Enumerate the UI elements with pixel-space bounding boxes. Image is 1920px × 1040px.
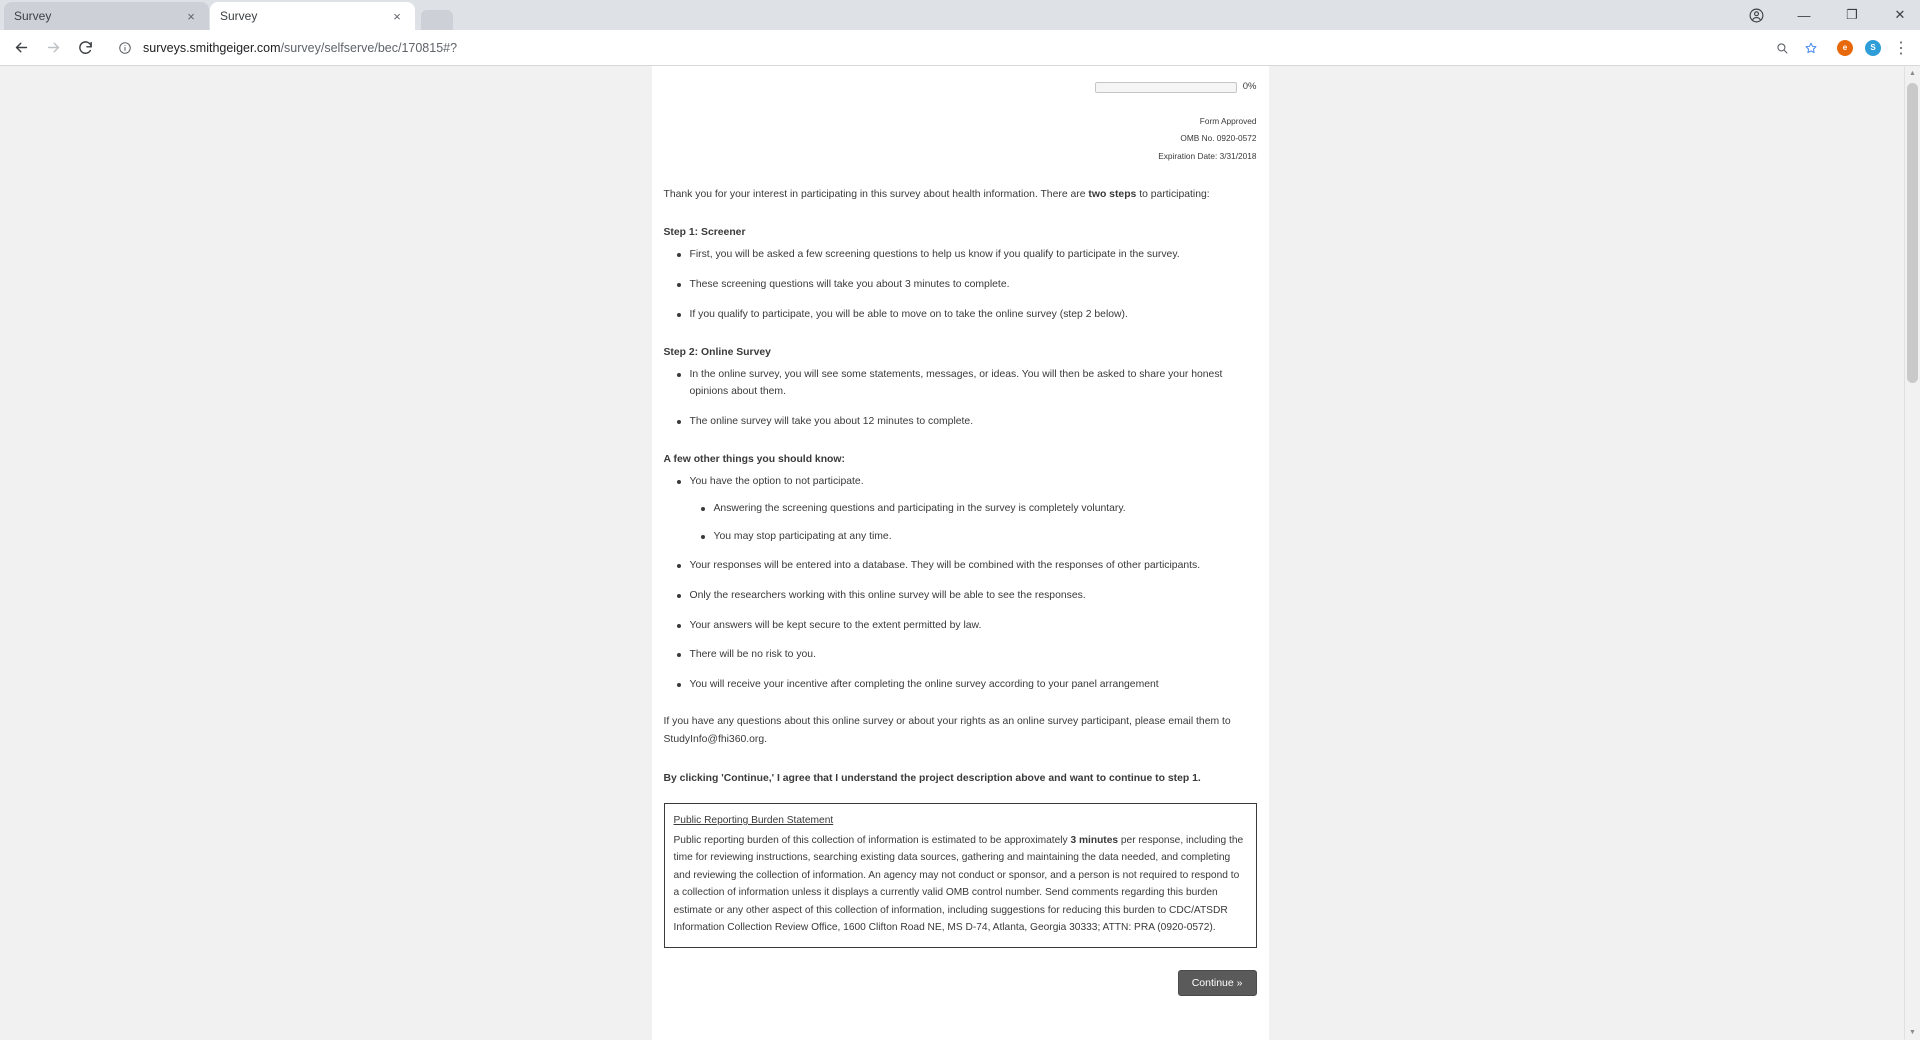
agreement-statement: By clicking 'Continue,' I agree that I understand the project description above and want to continue to step 1. <box>663 772 1201 784</box>
omb-number-line: OMB No. 0920-0572 <box>1180 133 1257 144</box>
browser-toolbar <box>0 30 1920 66</box>
close-icon[interactable]: × <box>187 8 195 24</box>
list-item: Only the researchers working with this online survey will be able to see the responses. <box>690 588 1257 605</box>
maximize-button[interactable]: ❐ <box>1846 7 1858 22</box>
scroll-down-icon[interactable]: ▼ <box>1909 1029 1916 1036</box>
other-info-bullets <box>664 474 1257 693</box>
burden-text <box>674 832 1247 937</box>
list-item: There will be no risk to you. <box>690 647 1257 664</box>
list-item <box>690 474 1257 545</box>
survey-content <box>652 66 1269 1040</box>
window-controls <box>1742 0 1920 30</box>
list-item: Your responses will be entered into a database. They will be combined with the responses of other participants. <box>690 558 1257 575</box>
scroll-up-icon[interactable]: ▲ <box>1909 70 1916 77</box>
progress-label: 0% <box>1242 81 1257 92</box>
list-item: These screening questions will take you about 3 minutes to complete. <box>690 277 1257 294</box>
progress-bar <box>1095 82 1237 93</box>
extension-icon-1[interactable] <box>1834 37 1856 59</box>
step2-heading: Step 2: Online Survey <box>663 347 771 359</box>
intro-prefix: Thank you for your interest in participating in this survey about health information. There are <box>663 188 1089 200</box>
list-item: Your answers will be kept secure to the extent permitted by law. <box>690 618 1257 635</box>
list-item: If you qualify to participate, you will be able to move on to take the online survey (step 2 below). <box>690 307 1257 324</box>
list-item-label: You have the option to not participate. <box>689 476 864 488</box>
scrollbar-thumb[interactable] <box>1907 83 1918 383</box>
profile-icon[interactable] <box>1742 1 1770 29</box>
page-viewport <box>0 66 1920 1040</box>
continue-button[interactable]: Continue » <box>1178 970 1257 996</box>
other-info-sub-bullets <box>690 501 1257 545</box>
browser-menu-icon[interactable]: ⋮ <box>1893 39 1909 57</box>
close-window-button[interactable]: ✕ <box>1894 7 1906 22</box>
back-button[interactable] <box>8 35 34 61</box>
tab-survey-2[interactable] <box>210 2 415 30</box>
tab-strip <box>0 0 1920 30</box>
address-bar[interactable] <box>108 36 1828 60</box>
public-reporting-burden-box <box>664 803 1257 948</box>
list-item: In the online survey, you will see some statements, messages, or ideas. You will then be asked to share your honest opinions about them. <box>690 367 1257 400</box>
tab-title: Survey <box>14 9 52 23</box>
url-text <box>143 41 1764 55</box>
close-icon[interactable]: × <box>393 8 401 24</box>
tab-survey-1[interactable] <box>4 2 209 30</box>
step1-bullets <box>664 247 1257 323</box>
form-approved-line: Form Approved <box>1199 115 1257 126</box>
contact-paragraph: If you have any questions about this online survey or about your rights as an online survey participant, please email them to StudyInfo@fhi360.org. <box>663 716 1231 746</box>
intro-paragraph <box>664 187 1257 203</box>
list-item: Answering the screening questions and participating in the survey is completely voluntary. <box>714 501 1257 518</box>
burden-title: Public Reporting Burden Statement <box>673 814 834 826</box>
step2-bullets <box>664 367 1257 430</box>
page-scrollbar[interactable] <box>1904 66 1920 1040</box>
burden-text-bold: 3 minutes <box>1070 834 1119 846</box>
list-item: The online survey will take you about 12 minutes to complete. <box>690 414 1257 431</box>
new-tab-button[interactable] <box>421 10 453 30</box>
continue-row <box>664 970 1257 1010</box>
burden-text-before: Public reporting burden of this collection of information is estimated to be approximately <box>673 834 1071 846</box>
extension-badge: e <box>1837 40 1853 56</box>
forward-button[interactable] <box>40 35 66 61</box>
intro-bold: two steps <box>1088 188 1137 200</box>
bookmark-star-icon[interactable] <box>1800 37 1822 59</box>
extension-badge: S <box>1865 40 1881 56</box>
extension-icon-2[interactable] <box>1862 37 1884 59</box>
progress-area <box>664 80 1257 95</box>
url-host: surveys.smithgeiger.com <box>143 40 281 55</box>
search-icon[interactable] <box>1771 37 1793 59</box>
expiration-date-line: Expiration Date: 3/31/2018 <box>1158 150 1257 161</box>
burden-text-after: per response, including the time for reviewing instructions, searching existing data sources, gathering and maintaining the data needed, and completing and reviewing the collection of information. An agency may not conduct or sponsor, and a person is not required to respond to a collection of information unless it displays a currently valid OMB control number. Send comments regarding this burden estimate or any other aspect of this collection of information, including suggestions for reducing this burden to CDC/ATSDR Information Collection Review Office, 1600 Clifton Road NE, MS D-74, Atlanta, Georgia 30333; ATTN: PRA (0920-0572). <box>673 834 1244 934</box>
list-item: First, you will be asked a few screening questions to help us know if you qualify to participate in the survey. <box>690 247 1257 264</box>
tab-title: Survey <box>220 9 258 23</box>
list-item: You may stop participating at any time. <box>714 529 1257 546</box>
site-info-icon[interactable] <box>114 37 136 59</box>
url-path: /survey/selfserve/bec/170815#? <box>280 40 458 55</box>
step1-heading: Step 1: Screener <box>663 227 746 239</box>
reload-button[interactable] <box>72 35 98 61</box>
minimize-button[interactable]: — <box>1797 7 1811 23</box>
list-item: You will receive your incentive after completing the online survey according to your panel arrangement <box>690 677 1257 694</box>
intro-suffix: to participating: <box>1136 188 1210 200</box>
form-approval-block <box>664 113 1257 165</box>
other-info-heading: A few other things you should know: <box>663 454 845 466</box>
